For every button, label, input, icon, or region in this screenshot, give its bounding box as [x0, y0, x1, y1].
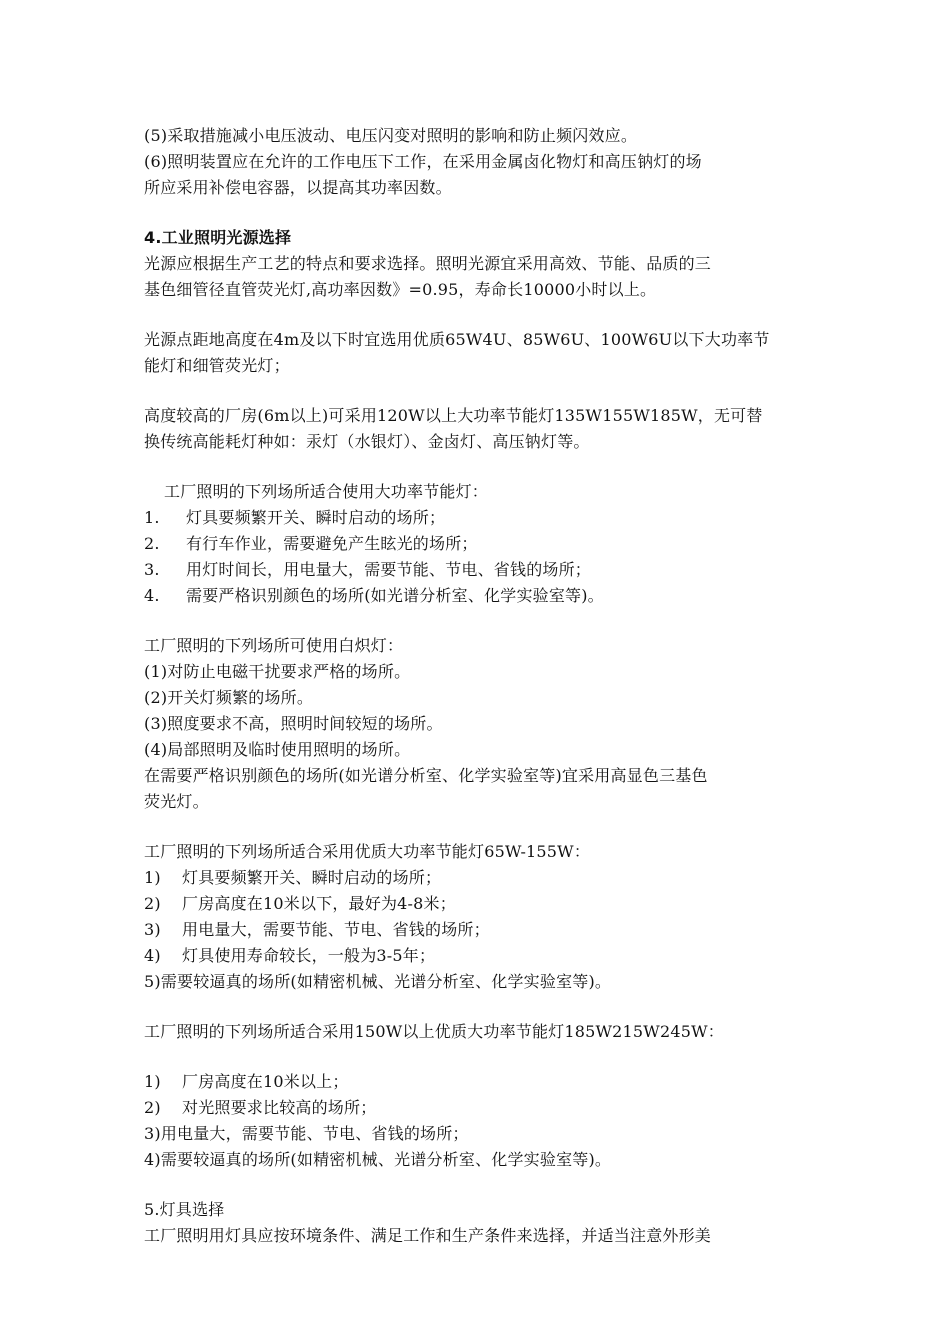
list-item: (4)局部照明及临时使用照明的场所。 — [144, 740, 411, 759]
paragraph-color-line-2: 荧光灯。 — [144, 792, 209, 811]
list-item: (1)对防止电磁干扰要求严格的场所。 — [144, 662, 411, 681]
list-text: 有行车作业，需要避免产生眩光的场所； — [186, 534, 478, 553]
list-text: 用灯时间长，用电量大，需要节能、节电、省钱的场所； — [186, 560, 592, 579]
list-number: 3) — [144, 920, 161, 939]
list-item: 5)需要较逼真的场所(如精密机械、光谱分析室、化学实验室等)。 — [144, 972, 612, 991]
paragraph-color-line-1: 在需要严格识别颜色的场所(如光谱分析室、化学实验室等)宜采用高显色三基色 — [144, 766, 708, 785]
list-4-intro: 工厂照明的下列场所适合采用150W以上优质大功率节能灯185W215W245W： — [144, 1022, 724, 1041]
list-item — [144, 894, 824, 914]
list-text: 灯具要频繁开关、瞬时启动的场所； — [186, 508, 446, 527]
list-item — [144, 560, 824, 580]
list-text: 灯具要频繁开关、瞬时启动的场所； — [182, 868, 442, 887]
section-4-heading: 4.工业照明光源选择 — [144, 228, 292, 247]
list-number: 4) — [144, 946, 161, 965]
list-text: 厂房高度在10米以下，最好为4-8米； — [182, 894, 456, 913]
list-text: 厂房高度在10米以上； — [182, 1072, 349, 1091]
paragraph-low-height-line-1: 光源点距地高度在4m及以下时宜选用优质65W4U、85W6U、100W6U以下大功率节 — [144, 330, 770, 349]
list-item-5: (5)采取措施减小电压波动、电压闪变对照明的影响和防止频闪效应。 — [144, 126, 638, 145]
list-item — [144, 1098, 824, 1118]
list-text: 对光照要求比较高的场所； — [182, 1098, 377, 1117]
paragraph-lamp-selection: 工厂照明用灯具应按环境条件、满足工作和生产条件来选择，并适当注意外形美 — [144, 1226, 712, 1245]
list-item: 4)需要较逼真的场所(如精密机械、光谱分析室、化学实验室等)。 — [144, 1150, 612, 1169]
list-item — [144, 586, 824, 606]
list-item: (3)照度要求不高，照明时间较短的场所。 — [144, 714, 443, 733]
list-item-6-line-2: 所应采用补偿电容器，以提高其功率因数。 — [144, 178, 452, 197]
paragraph-high-factory-line-2: 换传统高能耗灯种如：汞灯（水银灯）、金卤灯、高压钠灯等。 — [144, 432, 590, 451]
list-item — [144, 920, 824, 940]
list-2-intro: 工厂照明的下列场所可使用白炽灯： — [144, 636, 404, 655]
list-text: 用电量大，需要节能、节电、省钱的场所； — [182, 920, 490, 939]
paragraph-light-source-line-1: 光源应根据生产工艺的特点和要求选择。照明光源宜采用高效、节能、品质的三 — [144, 254, 712, 273]
list-number: 1) — [144, 1072, 161, 1091]
list-item: (2)开关灯频繁的场所。 — [144, 688, 314, 707]
list-number: 2) — [144, 1098, 161, 1117]
list-number: 1) — [144, 868, 161, 887]
list-item: 3)用电量大，需要节能、节电、省钱的场所； — [144, 1124, 469, 1143]
list-item — [144, 868, 824, 888]
list-3-intro: 工厂照明的下列场所适合采用优质大功率节能灯65W-155W： — [144, 842, 591, 861]
list-number: 2. — [144, 534, 160, 553]
section-5-heading: 5.灯具选择 — [144, 1200, 225, 1219]
paragraph-light-source-line-2: 基色细管径直管荧光灯,高功率因数》=0.95，寿命长10000小时以上。 — [144, 280, 657, 299]
list-number: 4. — [144, 586, 160, 605]
list-number: 3. — [144, 560, 160, 579]
list-number: 1. — [144, 508, 160, 527]
list-item — [144, 946, 824, 966]
list-item — [144, 508, 824, 528]
list-text: 灯具使用寿命较长，一般为3-5年； — [182, 946, 436, 965]
paragraph-high-factory-line-1: 高度较高的厂房(6m以上)可采用120W以上大功率节能灯135W155W185W，无可替 — [144, 406, 763, 425]
list-1-intro: 工厂照明的下列场所适合使用大功率节能灯： — [164, 482, 489, 501]
list-item — [144, 534, 824, 554]
paragraph-low-height-line-2: 能灯和细管荧光灯； — [144, 356, 290, 375]
list-number: 2) — [144, 894, 161, 913]
list-item — [144, 1072, 824, 1092]
list-item-6-line-1: (6)照明装置应在允许的工作电压下工作，在采用金属卤化物灯和高压钠灯的场 — [144, 152, 702, 171]
list-text: 需要严格识别颜色的场所(如光谱分析室、化学实验室等)。 — [186, 586, 604, 605]
